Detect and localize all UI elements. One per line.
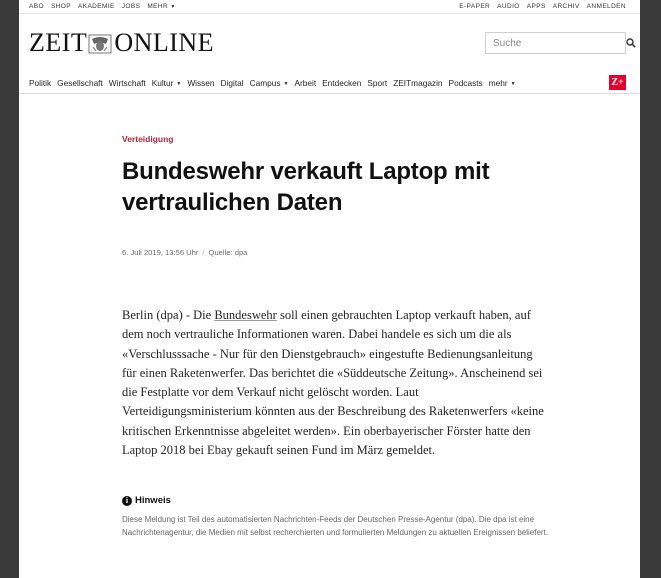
service-bar bbox=[19, 0, 640, 14]
nav-item-kultur[interactable]: Kultur ▼ bbox=[151, 78, 182, 88]
notice-text: Diese Meldung ist Teil des automatisierten Nachrichten-Feeds der Deutschen Presse-Agentur (dpa). Die dpa ist eine Nachrichtenagentur, die Medien mit selbst recherchierten und formulierten Meldungen zu aktuellen Ereignissen beliefert. bbox=[122, 515, 549, 537]
chevron-down-icon: ▼ bbox=[283, 81, 289, 87]
service-link-jobs[interactable]: JOBS bbox=[121, 3, 141, 10]
service-link-archiv[interactable]: ARCHIV bbox=[552, 3, 580, 10]
masthead bbox=[19, 14, 640, 72]
bundeswehr-link[interactable]: Bundeswehr bbox=[214, 308, 277, 322]
search-button[interactable] bbox=[625, 33, 636, 53]
zeit-online-logo[interactable] bbox=[29, 28, 214, 58]
article-headline: Bundeswehr verkauft Laptop mit vertraulichen Daten bbox=[122, 158, 490, 216]
service-link-apps[interactable]: APPS bbox=[526, 3, 546, 10]
article-meta bbox=[122, 248, 247, 257]
meta-separator: / bbox=[202, 248, 205, 257]
nav-item-wissen[interactable]: Wissen bbox=[187, 78, 215, 88]
nav-item-gesellschaft[interactable]: Gesellschaft bbox=[57, 78, 103, 88]
nav-item-arbeit[interactable]: Arbeit bbox=[294, 78, 317, 88]
search-icon bbox=[626, 38, 636, 48]
nav-item-politik[interactable]: Politik bbox=[29, 78, 52, 88]
article-source: Quelle: dpa bbox=[208, 248, 248, 257]
nav-item-entdecken[interactable]: Entdecken bbox=[322, 78, 362, 88]
nav-item-zeitmagazin[interactable]: ZEITmagazin bbox=[393, 78, 443, 88]
notice-title: i Hinweis bbox=[122, 495, 171, 506]
search-input[interactable] bbox=[486, 33, 625, 53]
nav-item-wirtschaft[interactable]: Wirtschaft bbox=[108, 78, 146, 88]
login-link[interactable]: ANMELDEN bbox=[586, 3, 626, 10]
service-link-epaper[interactable]: E-PAPER bbox=[459, 3, 491, 10]
article-body: Berlin (dpa) - Die Bundeswehr soll einen gebrauchten Laptop verkauft haben, auf dem noch vertrauliche Informationen waren. Dabei handele es sich um die als «Verschlusssache - Nur für den Dienstgebrauch» eingestufte Bedienungsanleitung für einen Raketenwerfer. Das berichtet die «Süddeutsche Zeitung». Anscheinend sei die Festplatte vor dem Verkauf nicht gelöscht worden. Laut Verteidigungsministerium könnten aus der Beschreibung des Raketenwerfers «keine kritischen Erkenntnisse abgeleitet werden». Ein oberbayerischer Förster hatte den Laptop 2018 bei Ebay gekauft seinen Fund im März gemeldet. bbox=[122, 308, 544, 458]
article-date: 6. Juli 2019, 13:56 Uhr bbox=[122, 248, 199, 257]
service-link-audio[interactable]: AUDIO bbox=[497, 3, 520, 10]
service-link-shop[interactable]: SHOP bbox=[50, 3, 71, 10]
nav-item-digital[interactable]: Digital bbox=[220, 78, 244, 88]
service-link-abo[interactable]: ABO bbox=[29, 3, 44, 10]
nav-item-campus[interactable]: Campus ▼ bbox=[249, 78, 289, 88]
logo-text-left: ZEIT bbox=[29, 28, 88, 57]
search-box bbox=[485, 32, 626, 54]
chevron-down-icon: ▼ bbox=[176, 81, 182, 87]
nav-item-sport[interactable]: Sport bbox=[367, 78, 388, 88]
nav-item-podcasts[interactable]: Podcasts bbox=[448, 78, 483, 88]
chevron-down-icon: ▼ bbox=[170, 4, 176, 10]
nav-item-mehr[interactable]: mehr ▼ bbox=[488, 78, 516, 88]
chevron-down-icon: ▼ bbox=[510, 81, 516, 87]
service-link-mehr[interactable]: MEHR ▼ bbox=[147, 3, 176, 10]
logo-text-right: ONLINE bbox=[114, 28, 215, 57]
info-icon: i bbox=[122, 496, 132, 506]
zplus-button[interactable]: Z+ bbox=[609, 75, 626, 90]
eagle-emblem-icon bbox=[88, 32, 112, 54]
page bbox=[19, 0, 640, 578]
main-navigation bbox=[19, 72, 640, 94]
service-link-akademie[interactable]: AKADEMIE bbox=[77, 3, 115, 10]
article-kicker[interactable]: Verteidigung bbox=[122, 134, 174, 144]
